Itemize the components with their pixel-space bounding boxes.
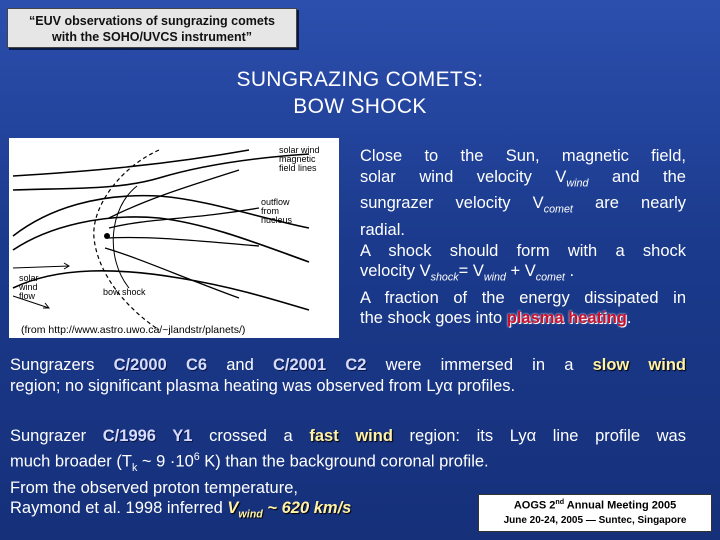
right-line-4: radial.	[360, 221, 405, 240]
text: region: its Lyα line profile was	[392, 427, 686, 445]
header-line-1: “EUV observations of sungrazing comets	[29, 14, 275, 28]
vwind-highlight	[227, 499, 352, 521]
header-line-2: with the SOHO/UVCS instrument”	[51, 30, 252, 44]
superscript: nd	[555, 498, 565, 506]
para2-line-3: From the observed proton temperature,	[10, 478, 298, 497]
comet-c2001-c2: C/2001 C2	[272, 356, 367, 374]
text: are nearly	[572, 194, 686, 213]
comet-c2000-c6: C/2000 C6	[113, 356, 208, 374]
presentation-header	[7, 8, 297, 48]
subscript: wind	[566, 176, 589, 189]
text: + V	[505, 262, 536, 281]
subscript: shock	[430, 271, 459, 284]
conference-name	[479, 498, 711, 512]
text: and the	[588, 167, 686, 186]
right-line-8	[360, 308, 686, 329]
paragraph-slow-wind	[10, 355, 686, 396]
text: AOGS 2	[513, 499, 556, 512]
label-outflow: outflow	[261, 197, 290, 207]
text: Sungrazer	[10, 427, 103, 445]
text: sungrazer velocity V	[360, 194, 544, 213]
text: K) than the background coronal profile.	[199, 452, 489, 470]
text: ~ 620 km/s	[262, 499, 352, 518]
text: solar wind velocity V	[360, 167, 567, 186]
text: much broader (T	[10, 452, 132, 470]
text: V	[227, 499, 239, 518]
label-flow: flow	[19, 291, 36, 301]
label-solar: solar	[19, 273, 39, 283]
text: ~ 9 ·10	[137, 452, 194, 470]
slide-title-line-1: SUNGRAZING COMETS:	[236, 68, 484, 91]
comet-c1996-y1: C/1996 Y1	[102, 427, 193, 445]
label-magnetic: magnetic	[279, 154, 316, 164]
label-solar-wind: solar wind	[279, 145, 320, 155]
magnetic-field-lines	[13, 150, 309, 310]
right-line-5: A shock should form with a shock	[360, 241, 686, 260]
superscript: 6	[193, 450, 200, 463]
bow-shock-curve	[94, 150, 159, 330]
slide-title-line-2: BOW SHOCK	[293, 95, 427, 118]
para1-line-1	[10, 355, 686, 376]
text: Annual Meeting 2005	[564, 499, 677, 512]
text: .	[626, 309, 632, 328]
right-line-6	[360, 261, 686, 288]
subscript: wind	[238, 508, 263, 521]
conference-badge	[478, 494, 712, 532]
fast-wind-highlight: fast wind	[309, 427, 393, 445]
para2-line-2	[10, 447, 686, 478]
right-line-3	[360, 193, 686, 220]
subscript: k	[131, 461, 138, 474]
text: = V	[458, 262, 484, 281]
bow-shock-diagram	[9, 138, 339, 338]
plasma-heating-highlight: plasma heating	[506, 309, 627, 328]
subscript: wind	[483, 271, 506, 284]
text: the shock goes into	[360, 309, 507, 328]
text: Sungrazers	[10, 356, 114, 374]
para1-line-2: region; no significant plasma heating was observed from Lyα profiles.	[10, 376, 516, 395]
explanation-text	[360, 146, 686, 329]
text: and	[207, 356, 273, 374]
text: .	[564, 262, 575, 281]
label-nucleus: nucleus	[261, 215, 293, 225]
label-bow-shock: bow shock	[103, 287, 146, 297]
right-line-7: A fraction of the energy dissipated in	[360, 288, 686, 307]
nucleus-dot	[104, 233, 110, 239]
right-line-1: Close to the Sun, magnetic field,	[360, 147, 686, 165]
label-field-lines: field lines	[279, 163, 317, 173]
figure-caption: (from http://www.astro.uwo.ca/~jlandstr/planets/)	[21, 324, 246, 336]
slow-wind-highlight: slow wind	[592, 356, 686, 374]
para2-line-1	[10, 426, 686, 447]
subscript: comet	[543, 203, 573, 216]
text: crossed a	[192, 427, 310, 445]
label-wind: wind	[19, 282, 38, 292]
conference-dates: June 20-24, 2005 — Suntec, Singapore	[503, 514, 687, 526]
text: velocity V	[360, 262, 431, 281]
right-line-2	[360, 167, 686, 194]
text: Raymond et al. 1998 inferred	[10, 499, 228, 518]
text: were immersed in a	[366, 356, 593, 374]
subscript: comet	[535, 271, 565, 284]
label-from: from	[261, 206, 279, 216]
